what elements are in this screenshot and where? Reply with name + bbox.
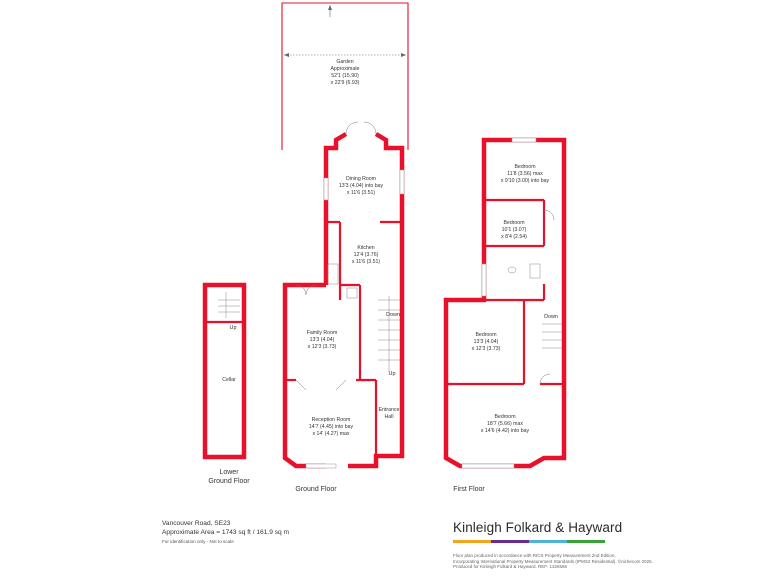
bedroom-mid-label: Bedroom <box>475 332 497 338</box>
bedroom-small-size-1: 10'1 (3.07) <box>501 227 527 233</box>
kitchen-size-2: x 11'6 (3.51) <box>351 259 381 265</box>
reception-room-size-1: 14'7 (4.45) into bay <box>308 424 354 430</box>
cellar-up-label: Up <box>229 325 237 331</box>
brand-bar-3 <box>529 540 567 543</box>
dining-room-size-1: 13'3 (4.04) into bay <box>338 183 384 189</box>
bedroom-front-size-1: 18'7 (5.66) max <box>487 421 523 427</box>
reception-room-label: Reception Room <box>311 417 351 423</box>
address: Vancouver Road, SE23 <box>162 520 231 527</box>
garden-approx: Approximate <box>330 66 360 72</box>
family-room-label: Family Room <box>306 330 338 336</box>
family-room-size-2: x 12'3 (3.73) <box>307 344 337 350</box>
legal-line-3: Produced for Kinleigh Folkard & Hayward. REF: 1326566 <box>453 564 568 570</box>
ground-down-label: Down <box>386 312 400 318</box>
bedroom-small-label: Bedroom <box>503 220 525 226</box>
bedroom-mid-size-1: 13'3 (4.04) <box>473 339 499 345</box>
bedroom-front-size-2: x 14'6 (4.42) into bay <box>480 428 530 434</box>
ground-floor-label: Ground Floor <box>295 486 337 493</box>
brand-bar-2 <box>491 540 529 543</box>
brand-bar-1 <box>453 540 491 543</box>
family-room-size-1: 13'3 (4.04) <box>309 337 335 343</box>
ground-up-label: Up <box>388 371 396 377</box>
kitchen-size-1: 12'4 (3.76) <box>353 252 379 258</box>
first-down-label: Down <box>544 314 558 320</box>
legal-line-1: Floor plan produced in accordance with RICS Property Measurement 2nd Edition, <box>453 553 616 558</box>
lower-ground-floor-label-2: Ground Floor <box>208 478 250 485</box>
brand-name: Kinleigh Folkard & Hayward <box>453 520 623 535</box>
bedroom-rear-label: Bedroom <box>514 164 536 170</box>
reception-room-size-2: x 14' (4.27) max <box>312 431 350 437</box>
bedroom-rear-size-2: x 9'10 (3.00) into bay <box>500 178 550 184</box>
entrance-hall-label-1: Entrance <box>378 407 400 413</box>
identification-note: For identification only - Not to scale <box>162 539 234 544</box>
entrance-hall-label-2: Hall <box>384 414 394 420</box>
approximate-area: Approximate Area = 1743 sq ft / 161.9 sq m <box>162 529 290 536</box>
lower-ground-floor-label-1: Lower <box>219 469 239 476</box>
legal-text <box>453 553 653 570</box>
bedroom-mid-size-2: x 12'3 (3.73) <box>471 346 501 352</box>
garden-size-1: 52'1 (15.90) <box>331 73 359 79</box>
brand-bar-4 <box>567 540 605 543</box>
property-info <box>162 519 289 546</box>
legal-line-2: Incorporating International Property Measurement Standards (IPMS2 Residential). ©nichecom 2025. <box>453 558 653 564</box>
dining-room-label: Dining Room <box>346 176 376 182</box>
dining-room-size-2: x 11'6 (3.51) <box>346 190 376 196</box>
bedroom-small-size-2: x 8'4 (2.54) <box>501 234 527 240</box>
cellar-label: Cellar <box>222 377 236 383</box>
lower-ground-floor-plan <box>205 285 244 457</box>
bedroom-front-label: Bedroom <box>494 414 516 420</box>
garden-size-2: x 22'9 (6.93) <box>330 80 360 86</box>
garden-label: Garden <box>336 59 354 65</box>
bedroom-rear-size-1: 11'8 (3.56) max <box>507 171 543 177</box>
kitchen-label: Kitchen <box>357 245 375 251</box>
first-floor-label: First Floor <box>453 486 485 493</box>
